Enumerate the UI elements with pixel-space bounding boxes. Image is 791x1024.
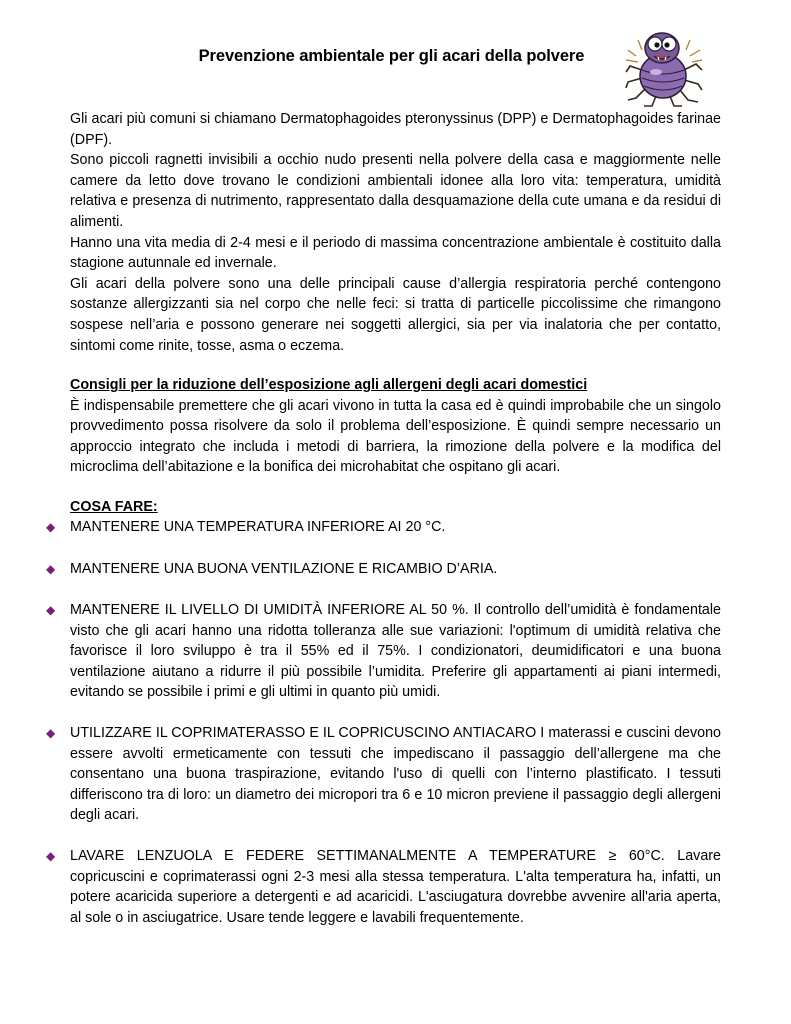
list-item [46, 846, 721, 928]
list-item [46, 517, 721, 538]
diamond-bullet-icon: ◆ [46, 849, 56, 863]
diamond-bullet-icon: ◆ [46, 603, 56, 617]
cosa-fare-heading: COSA FARE: [70, 499, 158, 515]
list-item [46, 723, 721, 826]
intro-paragraph-3: Hanno una vita media di 2-4 mesi e il periodo di massima concentrazione ambientale è costituito dalla stagione autunnale ed invernale. [70, 234, 721, 272]
list-item-text: MANTENERE IL LIVELLO DI UMIDITÀ INFERIORE AL 50 %. Il controllo dell’umidità è fondamentale visto che gli acari hanno una ridotta tolleranza alle sue variazioni: l'optimum di umidità relativa che favorisce il loro sviluppo è tra il 55% ed il 75%. I condizionatori, deumidificatori e una buona ventilazione aiutano a ridurre il più possibile l’umidita. Preferire gli appartamenti ai piani intermedi, evitando se possibile i primi e gli ultimi in quanto più umidi. [70, 602, 721, 701]
list-item-text: MANTENERE UNA TEMPERATURA INFERIORE AI 20 °C. [70, 519, 446, 535]
intro-section [70, 109, 721, 356]
list-item-text: MANTENERE UNA BUONA VENTILAZIONE E RICAMBIO D’ARIA. [70, 561, 498, 577]
intro-paragraph-2: Sono piccoli ragnetti invisibili a occhio nudo presenti nella polvere della casa e maggiormente nelle camere da letto dove trovano le condizioni ambientali idonee alla loro vita: temperatura, umidità relativa e presenza di nutrimento, rappresentato dalla desquamazione della cute umana e da residui di alimenti. [70, 152, 721, 230]
dust-mite-cartoon-icon [622, 26, 706, 108]
intro-paragraph-1: Gli acari più comuni si chiamano Dermatophagoides pteronyssinus (DPP) e Dermatophagoides farinae (DPF). [70, 111, 721, 148]
consigli-paragraph: È indispensabile premettere che gli acari vivono in tutta la casa ed è quindi improbabile che un singolo provvedimento possa risolvere da solo il problema dell’esposizione. È quindi sempre necessario un approccio integrato che includa i metodi di barriera, la rimozione della polvere e la modifica del microclima dell’abitazione e la bonifica dei microhabitat che ospitano gli acari. [70, 397, 721, 476]
list-item [46, 559, 721, 580]
list-item-text: LAVARE LENZUOLA E FEDERE SETTIMANALMENTE A TEMPERATURE ≥ 60°C. Lavare copricuscini e coprimaterassi ogni 2-3 mesi alla stessa temperatura. L'alta temperatura ha, infatti, un potere acaricida superiore a detergenti e ad acaricidi. L'asciugatura dovrebbe avvenire all'aria aperta, al sole o in asciugatrice. Usare tende leggere e lavabili frequentemente. [70, 848, 721, 926]
list-item-text: UTILIZZARE IL COPRIMATERASSO E IL COPRICUSCINO ANTIACARO I materassi e cuscini devono essere avvolti ermeticamente con tessuti che impediscano il passaggio dell’allergene ma che consentano una buona traspirazione, evitando l'uso di quelli con l’interno plastificato. I tessuti differiscono tra di loro: un diametro dei micropori tra 6 e 10 micron previene il passaggio degli allergeni degli acari. [70, 725, 721, 824]
diamond-bullet-icon: ◆ [46, 520, 56, 534]
diamond-bullet-icon: ◆ [46, 562, 56, 576]
page-title: Prevenzione ambientale per gli acari della polvere [198, 47, 585, 65]
intro-paragraph-4: Gli acari della polvere sono una delle principali cause d’allergia respiratoria perché contengono sostanze allergizzanti sia nel corpo che nelle feci: si tratta di particelle piccolissime che rimangono sospese nell’aria e possono generare nei soggetti allergici, sia per via inalatoria che per contatto, sintomi come rinite, tosse, asma o eczema. [70, 275, 721, 354]
consigli-heading: Consigli per la riduzione dell’esposizione agli allergeni degli acari domestici [70, 377, 588, 393]
diamond-bullet-icon: ◆ [46, 726, 56, 740]
list-item [46, 600, 721, 703]
consigli-section [70, 375, 721, 478]
